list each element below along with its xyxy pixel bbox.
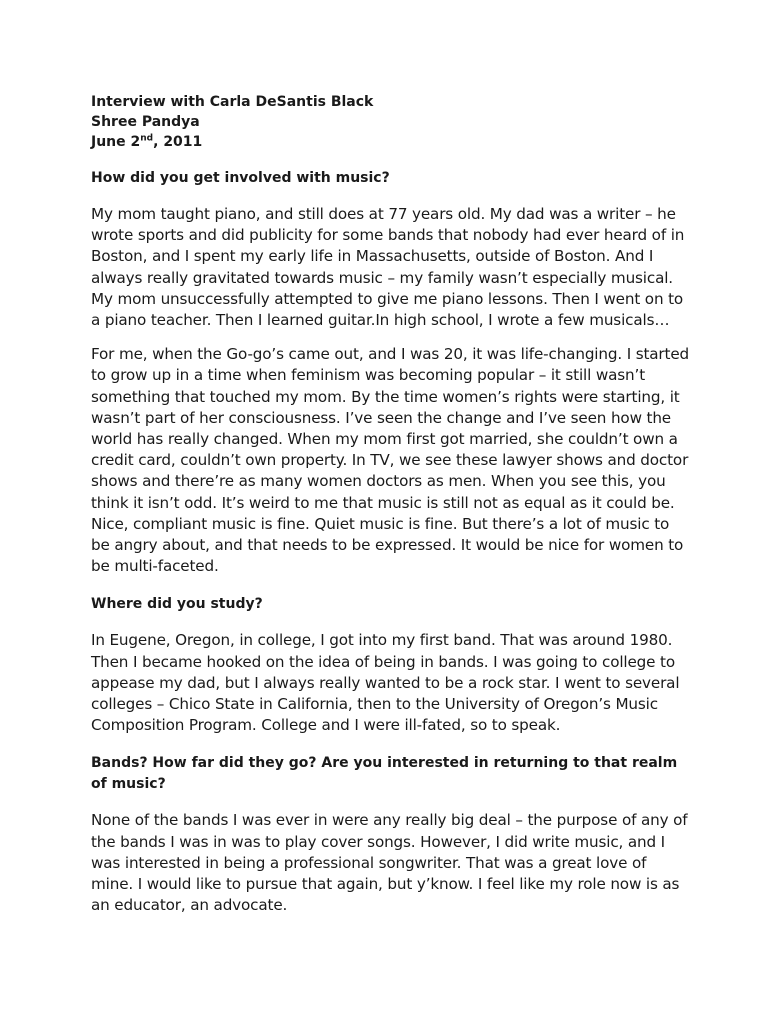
- question-heading: Where did you study?: [91, 596, 263, 613]
- date-prefix: June 2: [91, 134, 141, 150]
- answer-paragraph: In Eugene, Oregon, in college, I got into my first band. That was around 1980. Then I became hooked on the idea of being in bands. I was going to college to appease my dad, but I always really wanted to be a rock star. I went to several colleges – Chico State in California, then to the University of Oregon’s Music Composition Program. College and I were ill-fated, so to speak.: [91, 631, 680, 735]
- date-suffix: , 2011: [153, 134, 203, 150]
- answer-paragraph: For me, when the Go-go’s came out, and I was 20, it was life-changing. I started to grow up in a time when feminism was becoming popular – it still wasn’t something that touched my mom. By the time women’s rights were starting, it wasn’t part of her consciousness. I’ve seen the change and I’ve seen how the world has really changed. When my mom first got married, she couldn’t own a credit card, couldn’t own property. In TV, we see these lawyer shows and doctor shows and there’re as many women doctors as men. When you see this, you think it isn’t odd. It’s weird to me that music is still not as equal as it could be. Nice, compliant music is fine. Quiet music is fine. But there’s a lot of music to be angry about, and that needs to be expressed. It would be nice for women to be multi-faceted.: [91, 345, 690, 576]
- interviewer-name: Shree Pandya: [91, 114, 200, 130]
- interview-date: [91, 132, 691, 152]
- document-header: [91, 92, 691, 152]
- document-page: [91, 92, 691, 916]
- question-heading: How did you get involved with music?: [91, 170, 390, 186]
- question-heading: Bands? How far did they go? Are you interested in returning to that realm of music?: [91, 755, 678, 793]
- interview-title: Interview with Carla DeSantis Black: [91, 94, 374, 110]
- date-ordinal: nd: [140, 133, 154, 144]
- answer-paragraph: None of the bands I was ever in were any really big deal – the purpose of any of the bands I was in was to play cover songs. However, I did write music, and I was interested in being a professional songwriter. That was a great love of mine. I would like to pursue that again, but y’know. I feel like my role now is as an educator, an advocate.: [91, 811, 688, 915]
- answer-paragraph: My mom taught piano, and still does at 77 years old. My dad was a writer – he wrote sports and did publicity for some bands that nobody had ever heard of in Boston, and I spent my early life in Massachusetts, outside of Boston. And I always really gravitated towards music – my family wasn’t especially musical. My mom unsuccessfully attempted to give me piano lessons. Then I went on to a piano teacher. Then I learned guitar.In high school, I wrote a few musicals…: [91, 205, 685, 330]
